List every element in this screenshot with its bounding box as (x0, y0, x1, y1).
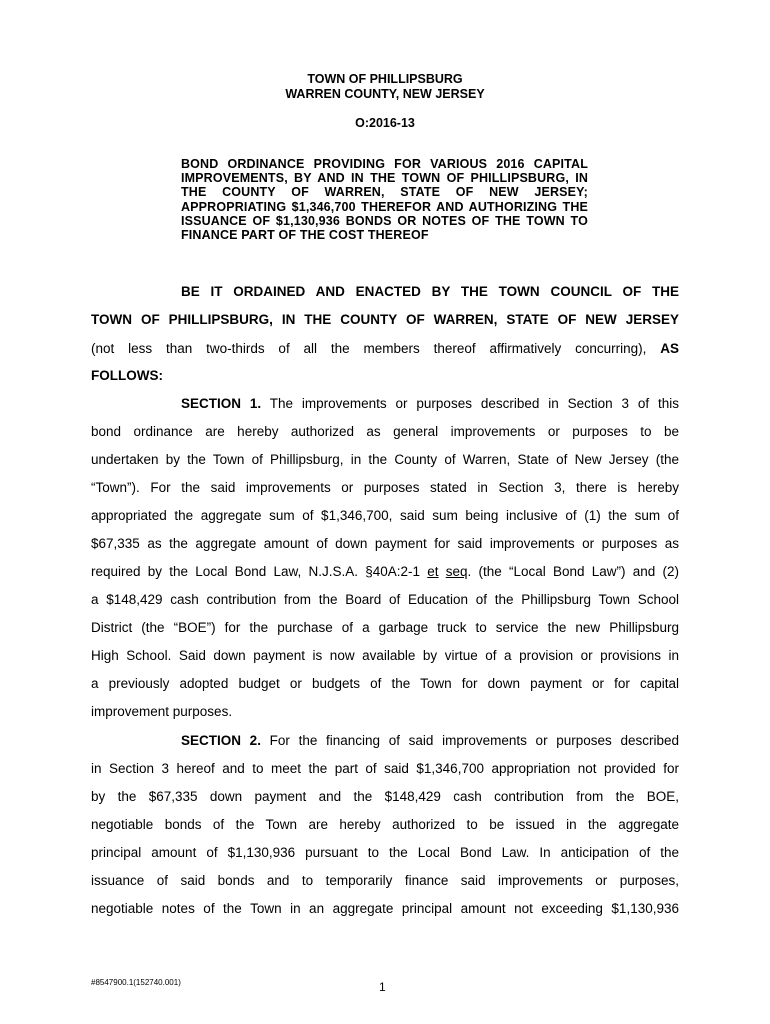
ordinance-caption: BOND ORDINANCE PROVIDING FOR VARIOUS 2016 CAPITAL IMPROVEMENTS, BY AND IN THE TOWN OF PHILLIPSBURG, IN THE COUNTY OF WARREN, STATE OF NEW JERSEY; APPROPRIATING $1,346,700 THEREFOR AND AUTHORIZING THE ISSUANCE OF $1,130,936 BONDS OR NOTES OF THE TOWN TO FINANCE PART OF THE COST THEREOF (181, 157, 588, 243)
section-2-line-6: issuance of said bonds and to temporarily finance said improvements or purposes, (91, 873, 679, 888)
preamble-line-2: TOWN OF PHILLIPSBURG, IN THE COUNTY OF WARREN, STATE OF NEW JERSEY (91, 312, 679, 327)
section-1-line-1-text: The improvements or purposes described in Section 3 of this (269, 396, 679, 411)
section-1-line-8: a $148,429 cash contribution from the Board of Education of the Phillipsburg Town School (91, 592, 679, 607)
section-1-line-3: undertaken by the Town of Phillipsburg, in the County of Warren, State of New Jersey (the (91, 452, 679, 467)
page-number: 1 (379, 980, 386, 994)
section-1-line-6: $67,335 as the aggregate amount of down payment for said improvements or purposes as (91, 536, 679, 551)
section-1-line-7-pre: required by the Local Bond Law, N.J.S.A. §40A:2-1 (91, 564, 421, 579)
section-2-line-1-text: For the financing of said improvements or purposes described (269, 733, 679, 748)
preamble-as: AS (660, 341, 679, 356)
section-2-line-4: negotiable bonds of the Town are hereby authorized to be issued in the aggregate (91, 817, 679, 832)
section-2-line-5: principal amount of $1,130,936 pursuant to the Local Bond Law. In anticipation of the (91, 845, 679, 860)
section-1-line-7-post: . (the “Local Bond Law”) and (2) (467, 564, 679, 579)
seq-text: seq (445, 564, 468, 579)
ordinance-number: O:2016-13 (355, 116, 415, 130)
section-2-line-2: in Section 3 hereof and to meet the part of said $1,346,700 appropriation not provided for (91, 761, 679, 776)
preamble-line-3 (91, 341, 679, 357)
et-text: et (427, 564, 439, 579)
preamble-line-1: BE IT ORDAINED AND ENACTED BY THE TOWN COUNCIL OF THE (181, 284, 679, 299)
document-id: #8547900.1(152740.001) (91, 978, 181, 987)
section-1-line-4: “Town”). For the said improvements or purposes stated in Section 3, there is hereby (91, 480, 679, 495)
section-1-line-7 (91, 564, 679, 580)
section-1-line-1 (181, 396, 679, 412)
section-2-line-1 (181, 733, 679, 749)
section-1-heading: SECTION 1. (181, 396, 262, 411)
section-1-line-10: High School. Said down payment is now available by virtue of a provision or provisions in (91, 648, 679, 663)
county-title: WARREN COUNTY, NEW JERSEY (285, 87, 485, 101)
section-2-line-7: negotiable notes of the Town in an aggregate principal amount not exceeding $1,130,936 (91, 901, 679, 916)
section-1-line-12: improvement purposes. (91, 704, 233, 719)
section-1-line-5: appropriated the aggregate sum of $1,346,700, said sum being inclusive of (1) the sum of (91, 508, 679, 523)
section-2-heading: SECTION 2. (181, 733, 261, 748)
town-title: TOWN OF PHILLIPSBURG (307, 72, 463, 86)
section-1-line-11: a previously adopted budget or budgets of the Town for down payment or for capital (91, 676, 679, 691)
section-1-line-9: District (the “BOE”) for the purchase of a garbage truck to service the new Phillipsburg (91, 620, 679, 635)
preamble-line-4: FOLLOWS: (91, 368, 163, 383)
preamble-line-3-text: (not less than two-thirds of all the members thereof affirmatively concurring), (91, 341, 647, 356)
section-2-line-3: by the $67,335 down payment and the $148,429 cash contribution from the BOE, (91, 789, 679, 804)
section-1-line-2: bond ordinance are hereby authorized as general improvements or purposes to be (91, 424, 679, 439)
